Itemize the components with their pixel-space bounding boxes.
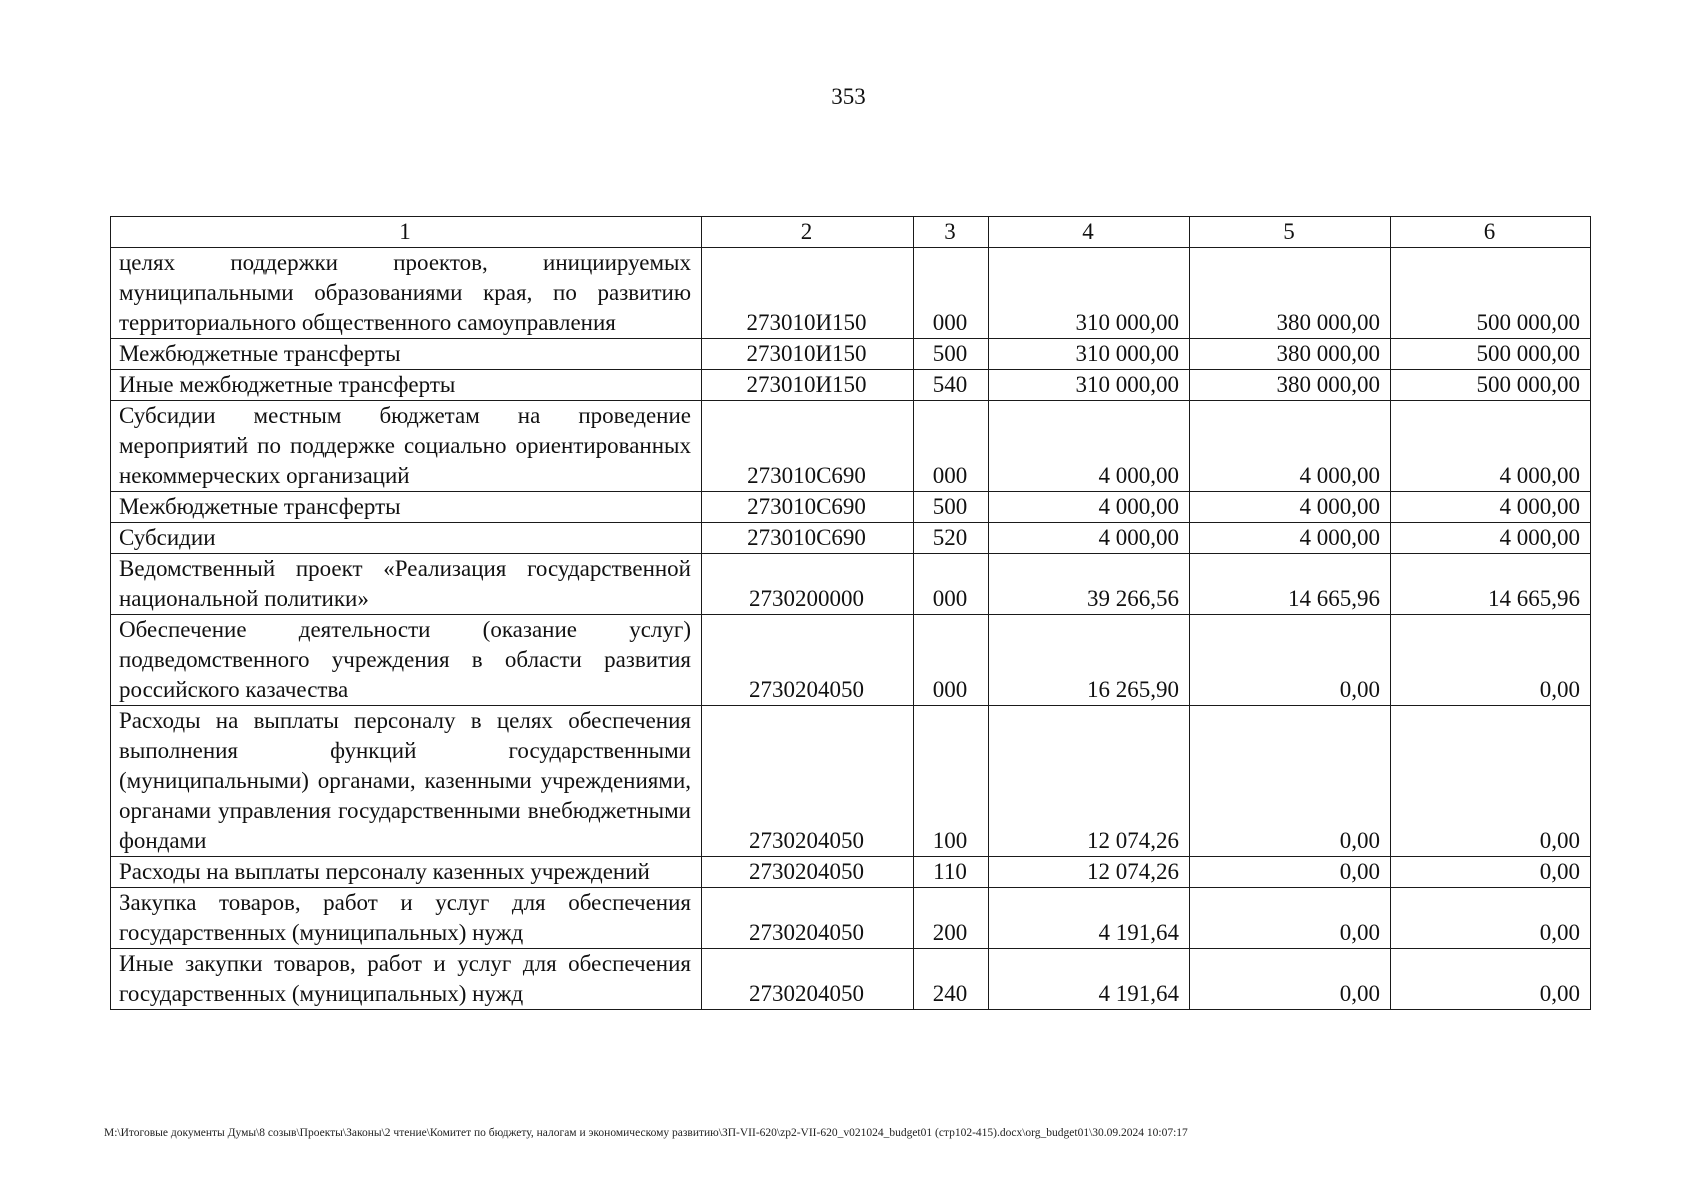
row-code: 273010С690 xyxy=(702,401,914,492)
row-description: Межбюджетные трансферты xyxy=(111,339,702,370)
row-value-5: 14 665,96 xyxy=(1190,554,1391,615)
row-value-4: 12 074,26 xyxy=(989,857,1190,888)
row-description: Закупка товаров, работ и услуг для обеспечения государственных (муниципальных) нужд xyxy=(111,888,702,949)
row-value-6: 500 000,00 xyxy=(1391,339,1591,370)
table-row xyxy=(111,949,1591,1010)
row-value-4: 310 000,00 xyxy=(989,248,1190,339)
row-code: 2730200000 xyxy=(702,554,914,615)
table-row xyxy=(111,370,1591,401)
row-value-6: 500 000,00 xyxy=(1391,248,1591,339)
column-header-4: 4 xyxy=(989,217,1190,248)
row-type: 000 xyxy=(914,554,989,615)
table-row xyxy=(111,554,1591,615)
row-description: Межбюджетные трансферты xyxy=(111,492,702,523)
column-header-1: 1 xyxy=(111,217,702,248)
row-code: 2730204050 xyxy=(702,857,914,888)
row-value-6: 0,00 xyxy=(1391,888,1591,949)
row-value-4: 4 191,64 xyxy=(989,888,1190,949)
row-code: 273010С690 xyxy=(702,523,914,554)
row-type: 000 xyxy=(914,615,989,706)
row-type: 540 xyxy=(914,370,989,401)
row-code: 273010И150 xyxy=(702,248,914,339)
row-value-6: 0,00 xyxy=(1391,706,1591,857)
row-type: 100 xyxy=(914,706,989,857)
row-value-6: 4 000,00 xyxy=(1391,523,1591,554)
row-type: 110 xyxy=(914,857,989,888)
row-value-6: 14 665,96 xyxy=(1391,554,1591,615)
row-value-4: 12 074,26 xyxy=(989,706,1190,857)
row-value-4: 310 000,00 xyxy=(989,339,1190,370)
row-value-5: 380 000,00 xyxy=(1190,248,1391,339)
row-value-4: 310 000,00 xyxy=(989,370,1190,401)
row-value-6: 500 000,00 xyxy=(1391,370,1591,401)
row-type: 240 xyxy=(914,949,989,1010)
row-value-5: 4 000,00 xyxy=(1190,401,1391,492)
row-type: 200 xyxy=(914,888,989,949)
row-value-5: 4 000,00 xyxy=(1190,492,1391,523)
table-row xyxy=(111,248,1591,339)
row-value-6: 4 000,00 xyxy=(1391,401,1591,492)
row-code: 2730204050 xyxy=(702,888,914,949)
row-value-5: 0,00 xyxy=(1190,706,1391,857)
document-file-path: М:\Итоговые документы Думы\8 созыв\Проекты\Законы\2 чтение\Комитет по бюджету, налогам и экономическому развитию\ЗП-VII-620\zp2-VII-620_v021024_budget01 (стр102-415).docx\org_budget01\30.09.2024 10:07:17 xyxy=(104,1127,1188,1139)
row-value-5: 0,00 xyxy=(1190,857,1391,888)
row-value-5: 0,00 xyxy=(1190,888,1391,949)
row-value-6: 0,00 xyxy=(1391,949,1591,1010)
row-value-5: 0,00 xyxy=(1190,949,1391,1010)
budget-table xyxy=(110,216,1591,1010)
row-code: 273010С690 xyxy=(702,492,914,523)
table-header-row xyxy=(111,217,1591,248)
column-header-3: 3 xyxy=(914,217,989,248)
row-type: 500 xyxy=(914,492,989,523)
row-type: 000 xyxy=(914,401,989,492)
row-value-6: 4 000,00 xyxy=(1391,492,1591,523)
row-value-4: 39 266,56 xyxy=(989,554,1190,615)
row-description: Расходы на выплаты персоналу казенных учреждений xyxy=(111,857,702,888)
row-description: Иные закупки товаров, работ и услуг для обеспечения государственных (муниципальных) нужд xyxy=(111,949,702,1010)
row-value-4: 16 265,90 xyxy=(989,615,1190,706)
row-code: 273010И150 xyxy=(702,339,914,370)
row-description: Расходы на выплаты персоналу в целях обеспечения выполнения функций государственными (муниципальными) органами, казенными учреждениями, органами управления государственными внебюджетными фондами xyxy=(111,706,702,857)
row-type: 500 xyxy=(914,339,989,370)
row-code: 2730204050 xyxy=(702,615,914,706)
column-header-2: 2 xyxy=(702,217,914,248)
table-row xyxy=(111,523,1591,554)
table-row xyxy=(111,888,1591,949)
row-code: 2730204050 xyxy=(702,706,914,857)
row-description: Субсидии местным бюджетам на проведение мероприятий по поддержке социально ориентированных некоммерческих организаций xyxy=(111,401,702,492)
row-value-5: 380 000,00 xyxy=(1190,370,1391,401)
row-description: Субсидии xyxy=(111,523,702,554)
table-row xyxy=(111,857,1591,888)
table-row xyxy=(111,706,1591,857)
table-row xyxy=(111,492,1591,523)
row-value-5: 0,00 xyxy=(1190,615,1391,706)
table-row xyxy=(111,339,1591,370)
row-value-5: 380 000,00 xyxy=(1190,339,1391,370)
row-value-6: 0,00 xyxy=(1391,615,1591,706)
row-type: 000 xyxy=(914,248,989,339)
row-type: 520 xyxy=(914,523,989,554)
row-value-4: 4 000,00 xyxy=(989,401,1190,492)
column-header-5: 5 xyxy=(1190,217,1391,248)
row-description: целях поддержки проектов, инициируемых муниципальными образованиями края, по развитию территориального общественного самоуправления xyxy=(111,248,702,339)
row-code: 273010И150 xyxy=(702,370,914,401)
row-value-5: 4 000,00 xyxy=(1190,523,1391,554)
table-row xyxy=(111,401,1591,492)
column-header-6: 6 xyxy=(1391,217,1591,248)
table-row xyxy=(111,615,1591,706)
row-value-4: 4 191,64 xyxy=(989,949,1190,1010)
row-description: Обеспечение деятельности (оказание услуг) подведомственного учреждения в области развития российского казачества xyxy=(111,615,702,706)
row-description: Иные межбюджетные трансферты xyxy=(111,370,702,401)
page-number: 353 xyxy=(831,84,866,109)
row-value-4: 4 000,00 xyxy=(989,523,1190,554)
row-code: 2730204050 xyxy=(702,949,914,1010)
row-value-6: 0,00 xyxy=(1391,857,1591,888)
row-description: Ведомственный проект «Реализация государственной национальной политики» xyxy=(111,554,702,615)
row-value-4: 4 000,00 xyxy=(989,492,1190,523)
